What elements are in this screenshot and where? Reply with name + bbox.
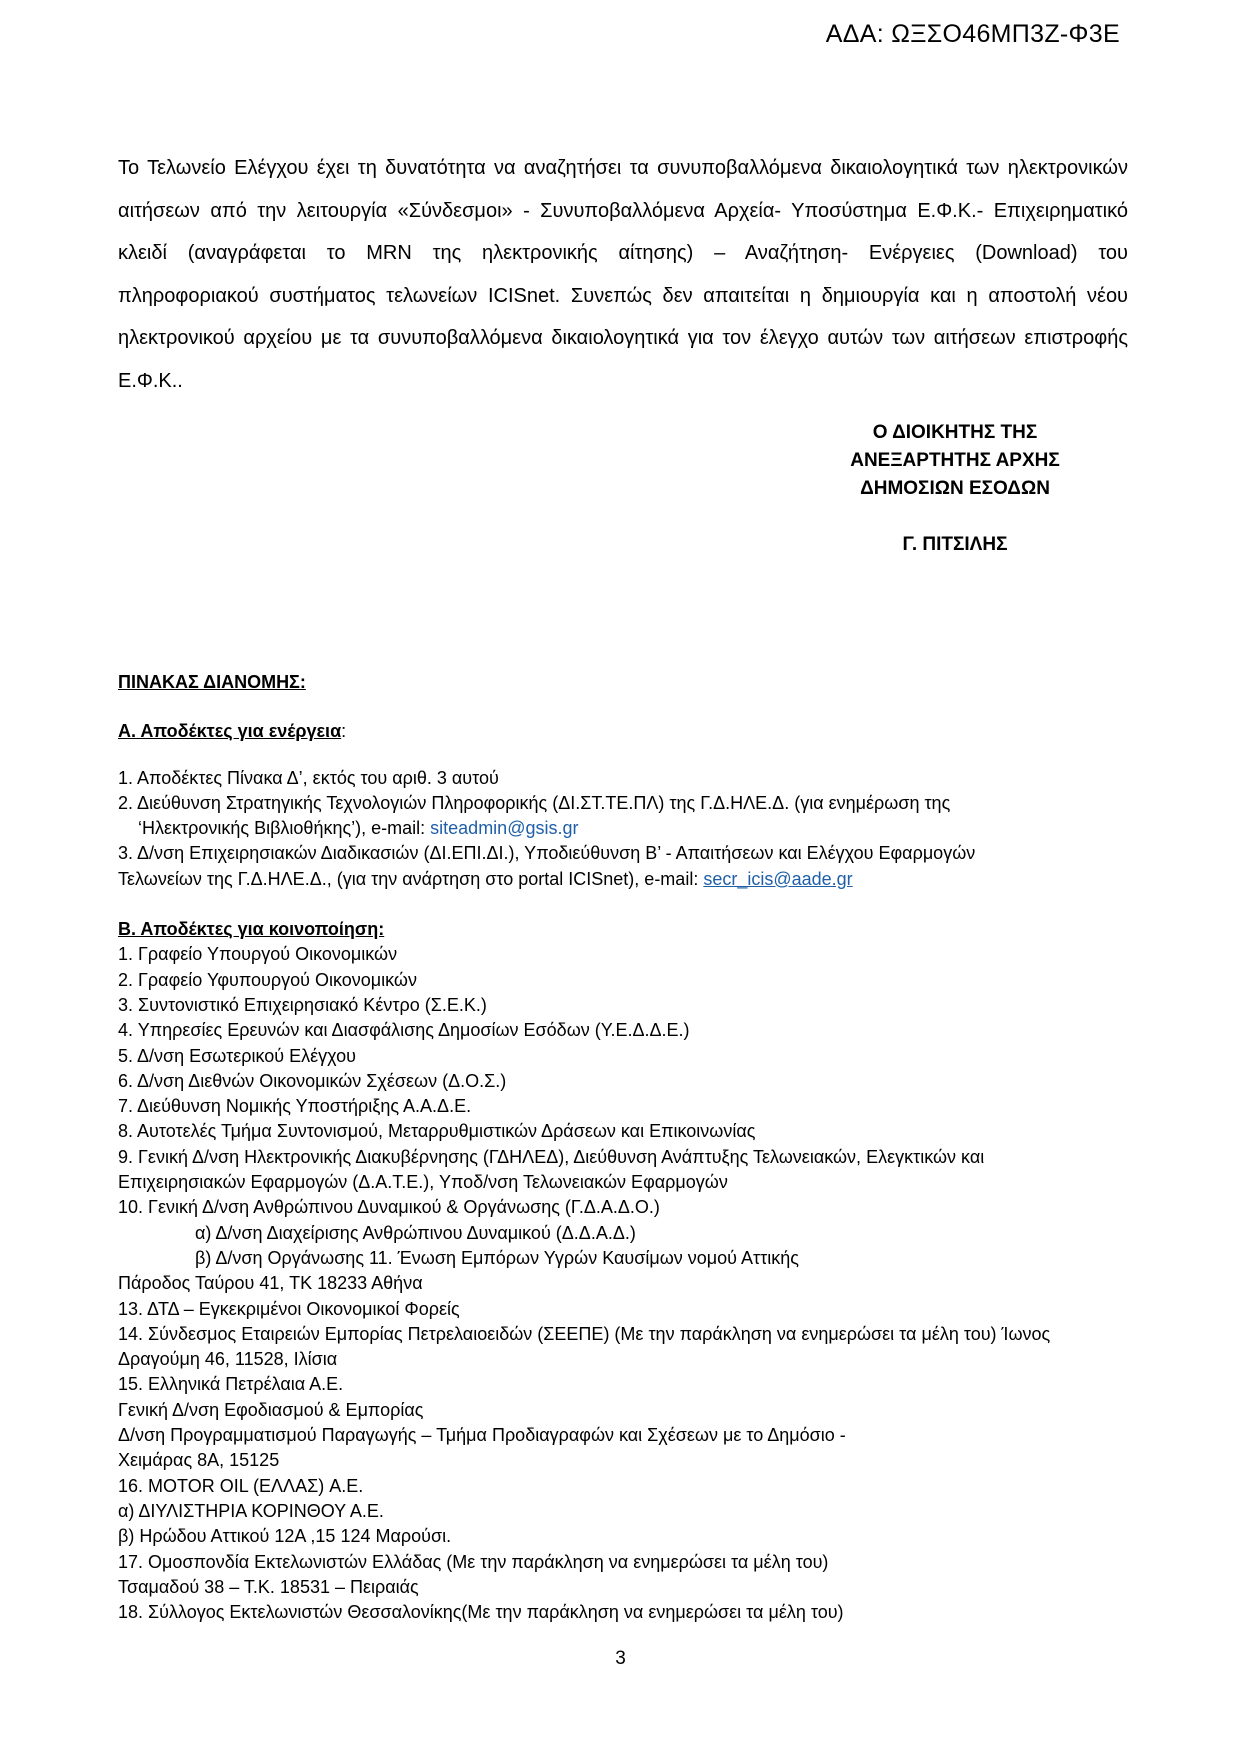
ada-code: ΑΔΑ: ΩΞΣΟ46ΜΠ3Ζ-Φ3Ε xyxy=(825,20,1120,48)
signature-title-line2: ΑΝΕΞΑΡΤΗΤΗΣ ΑΡΧΗΣ xyxy=(850,450,1060,471)
list-item: 7. Διεύθυνση Νομικής Υποστήριξης Α.Α.Δ.Ε. xyxy=(118,1096,472,1117)
list-item: Δραγούμη 46, 11528, Ιλίσια xyxy=(118,1349,338,1370)
section-b-heading: Β. Αποδέκτες για κοινοποίηση: xyxy=(118,919,385,940)
list-item: Επιχειρησιακών Εφαρμογών (Δ.Α.Τ.Ε.), Υποδ/νση Τελωνειακών Εφαρμογών xyxy=(118,1172,728,1193)
list-item: 5. Δ/νση Εσωτερικού Ελέγχου xyxy=(118,1045,356,1066)
distribution-title: ΠΙΝΑΚΑΣ ΔΙΑΝΟΜΗΣ: xyxy=(118,672,306,692)
list-item: 14. Σύνδεσμος Εταιρειών Εμπορίας Πετρελαιοειδών (ΣΕΕΠΕ) (Με την παράκληση να ενημερώσει τα μέλη του) Ίωνος xyxy=(118,1323,1051,1344)
list-item: Τσαμαδού 38 – Τ.Κ. 18531 – Πειραιάς xyxy=(118,1576,419,1597)
list-item: 8. Αυτοτελές Τμήμα Συντονισμού, Μεταρρυθμιστικών Δράσεων και Επικοινωνίας xyxy=(118,1121,756,1142)
list-item: 15. Ελληνικά Πετρέλαια Α.Ε. xyxy=(118,1374,344,1395)
list-item: 16. MOTOR OIL (ΕΛΛΑΣ) Α.Ε. xyxy=(118,1475,364,1496)
list-item: 18. Σύλλογος Εκτελωνιστών Θεσσαλονίκης(Με την παράκληση να ενημερώσει τα μέλη του) xyxy=(118,1602,844,1623)
page-number: 3 xyxy=(615,1648,626,1669)
body-paragraph: Το Τελωνείο Ελέγχου έχει τη δυνατότητα να αναζητήσει τα συνυποβαλλόμενα δικαιολογητικά των ηλεκτρονικών αιτήσεων από την λειτουργία «Σύνδεσμοι» - Συνυποβαλλόμενα Αρχεία- Υποσύστημα Ε.Φ.Κ.- Επιχειρηματικό κλειδί (αναγράφεται το MRN της ηλεκτρονικής αίτησης) – Αναζήτηση- Ενέργειες (Download) του πληροφοριακού συστήματος τελωνείων ICISnet. Συνεπώς δεν απαιτείται η δημιουργία και η αποστολή νέου ηλεκτρονικού αρχείου με τα συνυποβαλλόμενα δικαιολογητικά για τον έλεγχο αυτών των αιτήσεων επιστροφής Ε.Φ.Κ.. xyxy=(118,157,1128,392)
section-a-item-2: 2. Διεύθυνση Στρατηγικής Τεχνολογιών Πληροφορικής (ΔΙ.ΣΤ.ΤΕ.ΠΛ) της Γ.Δ.ΗΛΕ.Δ. (για ενημέρωση της xyxy=(118,792,951,813)
list-item: 6. Δ/νση Διεθνών Οικονομικών Σχέσεων (Δ.Ο.Σ.) xyxy=(118,1070,507,1091)
list-item: β) Ηρώδου Αττικού 12Α ,15 124 Μαρούσι. xyxy=(118,1526,452,1547)
email-link-siteadmin[interactable]: siteadmin@gsis.gr xyxy=(430,818,579,839)
signature-title-line1: Ο ΔΙΟΙΚΗΤΗΣ ΤΗΣ xyxy=(872,422,1038,443)
section-a-heading-row xyxy=(118,719,1128,744)
list-item: α) ΔΙΥΛΙΣΤΗΡΙΑ ΚΟΡΙΝΘΟΥ Α.Ε. xyxy=(118,1500,384,1521)
signature-block xyxy=(810,419,1100,559)
list-item: 17. Ομοσπονδία Εκτελωνιστών Ελλάδας (Με την παράκληση να ενημερώσει τα μέλη του) xyxy=(118,1551,829,1572)
list-item: 1. Γραφείο Υπουργού Οικονομικών xyxy=(118,944,398,965)
list-item: α) Δ/νση Διαχείρισης Ανθρώπινου Δυναμικού (Δ.Δ.Α.Δ.) xyxy=(195,1222,636,1243)
section-a-item-2-continued xyxy=(118,816,1128,841)
list-item: Πάροδος Ταύρου 41, ΤΚ 18233 Αθήνα xyxy=(118,1273,423,1294)
section-a-item-3: 3. Δ/νση Επιχειρησιακών Διαδικασιών (ΔΙ.ΕΠΙ.ΔΙ.), Υποδιεύθυνση Β’ - Απαιτήσεων και Ελέγχου Εφαρμογών xyxy=(118,843,976,864)
list-item: 10. Γενική Δ/νση Ανθρώπινου Δυναμικού & Οργάνωσης (Γ.Δ.Α.Δ.Ο.) xyxy=(118,1197,660,1218)
list-item: Δ/νση Προγραμματισμού Παραγωγής – Τμήμα Προδιαγραφών και Σχέσεων με το Δημόσιο - xyxy=(118,1425,846,1446)
list-item: 13. ΔΤΔ – Εγκεκριμένοι Οικονομικοί Φορείς xyxy=(118,1298,460,1319)
section-a-item-2-text: ‘Ηλεκτρονικής Βιβλιοθήκης’), e-mail: xyxy=(138,818,431,839)
distribution-list xyxy=(118,670,1128,1625)
list-item: 4. Υπηρεσίες Ερευνών και Διασφάλισης Δημοσίων Εσόδων (Υ.Ε.Δ.Δ.Ε.) xyxy=(118,1020,690,1041)
list-item: 3. Συντονιστικό Επιχειρησιακό Κέντρο (Σ.Ε.Κ.) xyxy=(118,994,487,1015)
section-a-item-3-text: Τελωνείων της Γ.Δ.ΗΛΕ.Δ., (για την ανάρτηση στο portal ICISnet), e-mail: xyxy=(118,868,704,889)
list-item: 9. Γενική Δ/νση Ηλεκτρονικής Διακυβέρνησης (ΓΔΗΛΕΔ), Διεύθυνση Ανάπτυξης Τελωνειακών, Ελεγκτικών και xyxy=(118,1146,985,1167)
list-item: Γενική Δ/νση Εφοδιασμού & Εμπορίας xyxy=(118,1399,424,1420)
list-item: Χειμάρας 8Α, 15125 xyxy=(118,1450,280,1471)
email-link-secr-icis[interactable]: secr_icis@aade.gr xyxy=(703,868,853,889)
list-item: β) Δ/νση Οργάνωσης 11. Ένωση Εμπόρων Υγρών Καυσίμων νομού Αττικής xyxy=(195,1247,799,1268)
signature-title-line3: ΔΗΜΟΣΙΩΝ ΕΣΟΔΩΝ xyxy=(860,478,1050,499)
section-a-heading: Α. Αποδέκτες για ενέργεια xyxy=(118,721,342,742)
section-a-item-3-continued xyxy=(118,867,1128,892)
list-item: 2. Γραφείο Υφυπουργού Οικονομικών xyxy=(118,969,417,990)
section-a-colon: : xyxy=(341,721,347,742)
signatory-name: Γ. ΠΙΤΣΙΛΗΣ xyxy=(902,534,1008,555)
section-a-item-1: 1. Αποδέκτες Πίνακα Δ’, εκτός του αριθ. 3 αυτού xyxy=(118,767,499,788)
